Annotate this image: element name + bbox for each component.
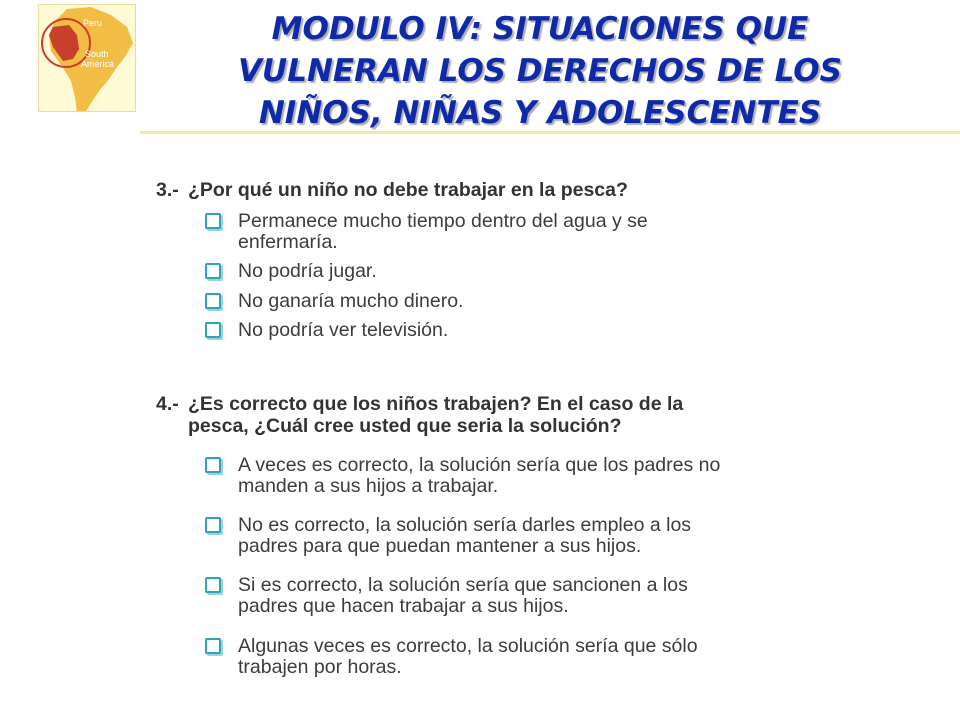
checkbox-bullet-icon — [205, 577, 221, 593]
checkbox-bullet-icon — [205, 213, 221, 229]
option-line: padres que hacen trabajar a sus hijos. — [238, 595, 569, 617]
option-line: enfermaría. — [238, 231, 338, 253]
question-3-option-2 — [205, 261, 845, 282]
option-line: No es correcto, la solución sería darles empleo a los — [238, 514, 692, 536]
logo-text-south: South — [85, 49, 109, 59]
option-line: No ganaría mucho dinero. — [238, 290, 464, 312]
question-3 — [156, 179, 628, 201]
question-4-number: 4.- — [156, 393, 179, 415]
south-america-logo — [38, 4, 136, 112]
option-line: Si es correcto, la solución sería que sancionen a los — [238, 574, 688, 596]
logo-text-america: America — [81, 59, 115, 69]
question-4-line-1: ¿Es correcto que los niños trabajen? En el caso de la — [188, 393, 684, 415]
question-3-option-4 — [205, 320, 845, 341]
question-4 — [156, 393, 683, 437]
title-line-2: VULNERAN LOS DERECHOS DE LOS — [238, 53, 842, 89]
question-3-option-1 — [205, 211, 845, 253]
question-4-option-4 — [205, 636, 845, 678]
question-4-option-3 — [205, 575, 845, 617]
checkbox-bullet-icon — [205, 457, 221, 473]
option-line: A veces es correcto, la solución sería que los padres no — [238, 454, 721, 476]
title-divider — [140, 131, 960, 134]
checkbox-bullet-icon — [205, 517, 221, 533]
title-line-3: NIÑOS, NIÑAS Y ADOLESCENTES — [258, 95, 822, 131]
logo-text-peru: Peru — [83, 18, 103, 28]
option-line: Permanece mucho tiempo dentro del agua y se — [238, 210, 648, 232]
checkbox-bullet-icon — [205, 322, 221, 338]
slide-title — [200, 8, 880, 134]
option-line: No podría jugar. — [238, 260, 377, 282]
option-line: trabajen por horas. — [238, 656, 402, 678]
checkbox-bullet-icon — [205, 638, 221, 654]
question-4-option-2 — [205, 515, 845, 557]
checkbox-bullet-icon — [205, 293, 221, 309]
question-4-line-2: pesca, ¿Cuál cree usted que seria la solución? — [188, 415, 622, 437]
option-line: manden a sus hijos a trabajar. — [238, 475, 499, 497]
option-line: Algunas veces es correcto, la solución sería que sólo — [238, 635, 698, 657]
title-line-1: MODULO IV: SITUACIONES QUE — [271, 11, 809, 47]
question-3-number: 3.- — [156, 179, 179, 201]
south-america-map-icon — [39, 5, 136, 112]
checkbox-bullet-icon — [205, 263, 221, 279]
option-line: padres para que puedan mantener a sus hijos. — [238, 535, 642, 557]
question-3-option-3 — [205, 291, 845, 312]
question-3-text: ¿Por qué un niño no debe trabajar en la pesca? — [188, 179, 628, 201]
question-4-option-1 — [205, 455, 845, 497]
option-line: No podría ver televisión. — [238, 319, 449, 341]
